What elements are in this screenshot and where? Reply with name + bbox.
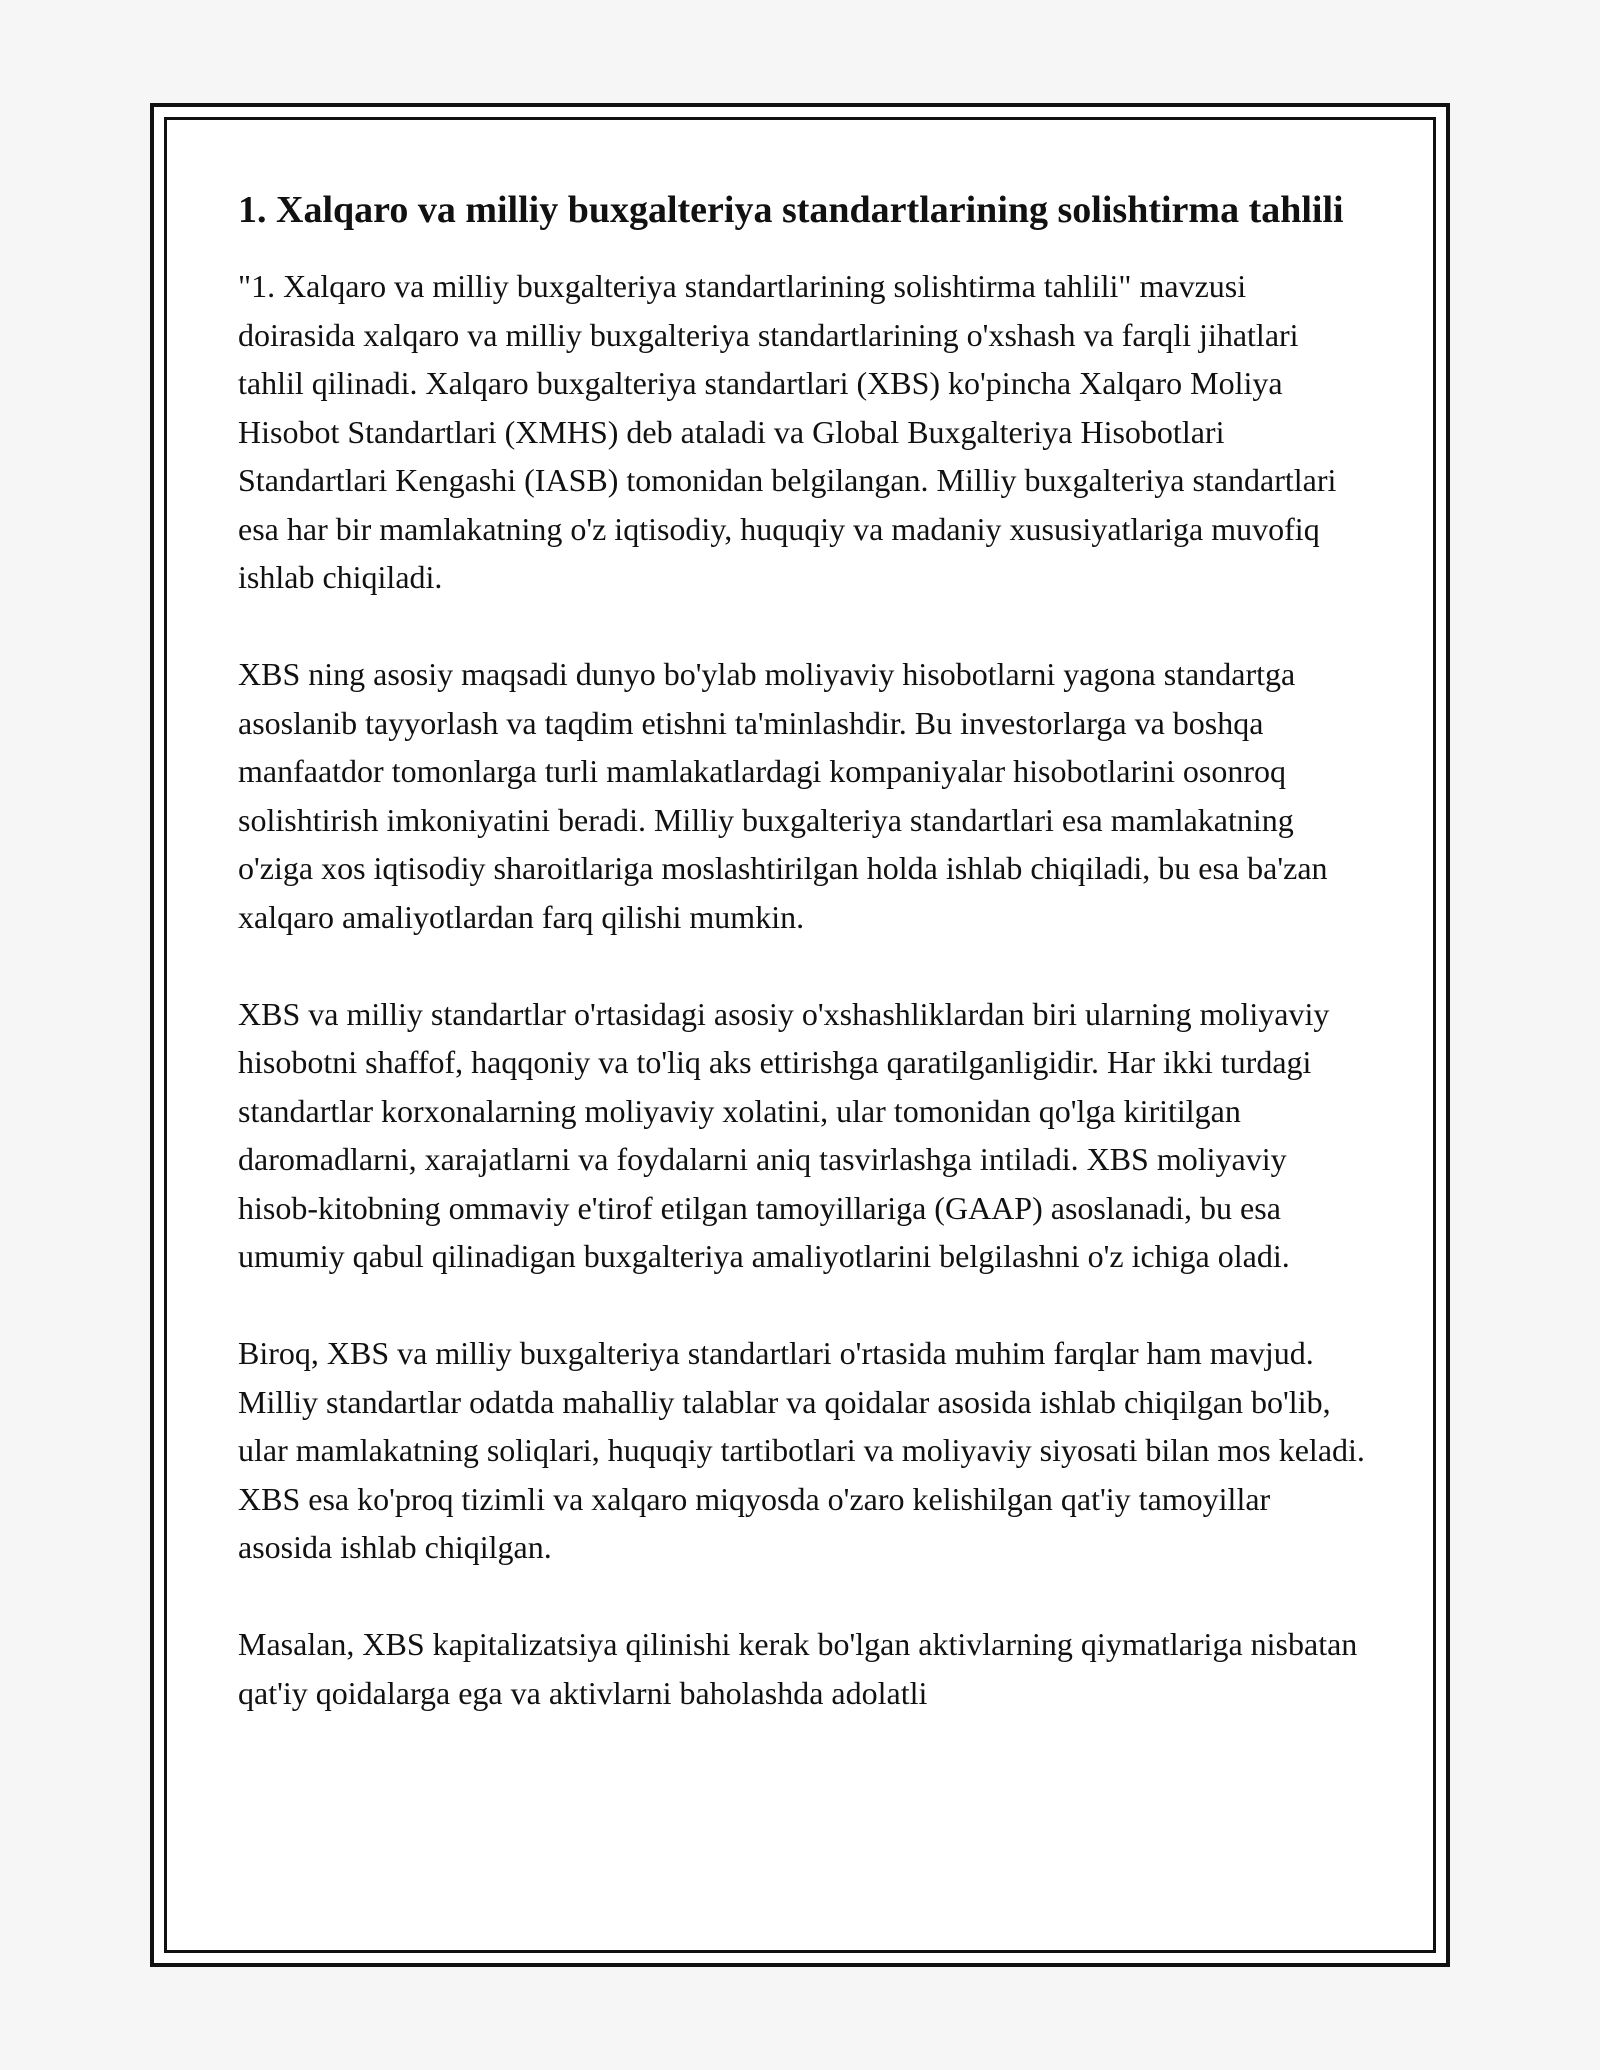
paragraph-5: Masalan, XBS kapitalizatsiya qilinishi kerak bo'lgan aktivlarning qiymatlariga nisbatan qat'iy qoidalarga ega va aktivlarni baholashda adolatli (238, 1626, 1358, 1711)
page-border-outer (150, 103, 1450, 1967)
document-heading: 1. Xalqaro va milliy buxgalteriya standartlarining solishtirma tahlili (238, 189, 1344, 231)
paragraph-4: Biroq, XBS va milliy buxgalteriya standartlari o'rtasida muhim farqlar ham mavjud. Milliy standartlar odatda mahalliy talablar va qoidalar asosida ishlab chiqilgan bo'lib, ular mamlakatning soliqlari, huquqiy tartibotlari va moliyaviy siyosati bilan mos keladi. XBS esa ko'proq tizimli va xalqaro miqyosda o'zaro kelishilgan qat'iy tamoyillar asosida ishlab chiqilgan. (238, 1335, 1365, 1565)
paragraph-3: XBS va milliy standartlar o'rtasidagi asosiy o'xshashliklardan biri ularning moliyaviy hisobotni shaffof, haqqoniy va to'liq aks ettirishga qaratilganligidir. Har ikki turdagi standartlar korxonalarning moliyaviy xolatini, ular tomonidan qo'lga kiritilgan daromadlarni, xarajatlarni va foydalarni aniq tasvirlashga intiladi. XBS moliyaviy hisob-kitobning ommaviy e'tirof etilgan tamoyillariga (GAAP) asoslanadi, bu esa umumiy qabul qilinadigan buxgalteriya amaliyotlarini belgilashni o'z ichiga oladi. (238, 995, 1330, 1274)
paragraph-2: XBS ning asosiy maqsadi dunyo bo'ylab moliyaviy hisobotlarni yagona standartga asoslanib tayyorlash va taqdim etishni ta'minlashdir. Bu investorlarga va boshqa manfaatdor tomonlarga turli mamlakatlardagi kompaniyalar hisobotlarini osonroq solishtirish imkoniyatini beradi. Milliy buxgalteriya standartlari esa mamlakatning o'ziga xos iqtisodiy sharoitlariga moslashtirilgan holda ishlab chiqiladi, bu esa ba'zan xalqaro amaliyotlardan farq qilishi mumkin. (238, 656, 1328, 935)
document-content (238, 183, 1368, 1717)
paragraph-1: "1. Xalqaro va milliy buxgalteriya standartlarining solishtirma tahlili" mavzusi doirasida xalqaro va milliy buxgalteriya standartlarining o'xshash va farqli jihatlari tahlil qilinadi. Xalqaro buxgalteriya standartlari (XBS) ko'pincha Xalqaro Moliya Hisobot Standartlari (XMHS) deb ataladi va Global Buxgalteriya Hisobotlari Standartlari Kengashi (IASB) tomonidan belgilangan. Milliy buxgalteriya standartlari esa har bir mamlakatning o'z iqtisodiy, huquqiy va madaniy xususiyatlariga muvofiq ishlab chiqiladi. (238, 268, 1337, 595)
